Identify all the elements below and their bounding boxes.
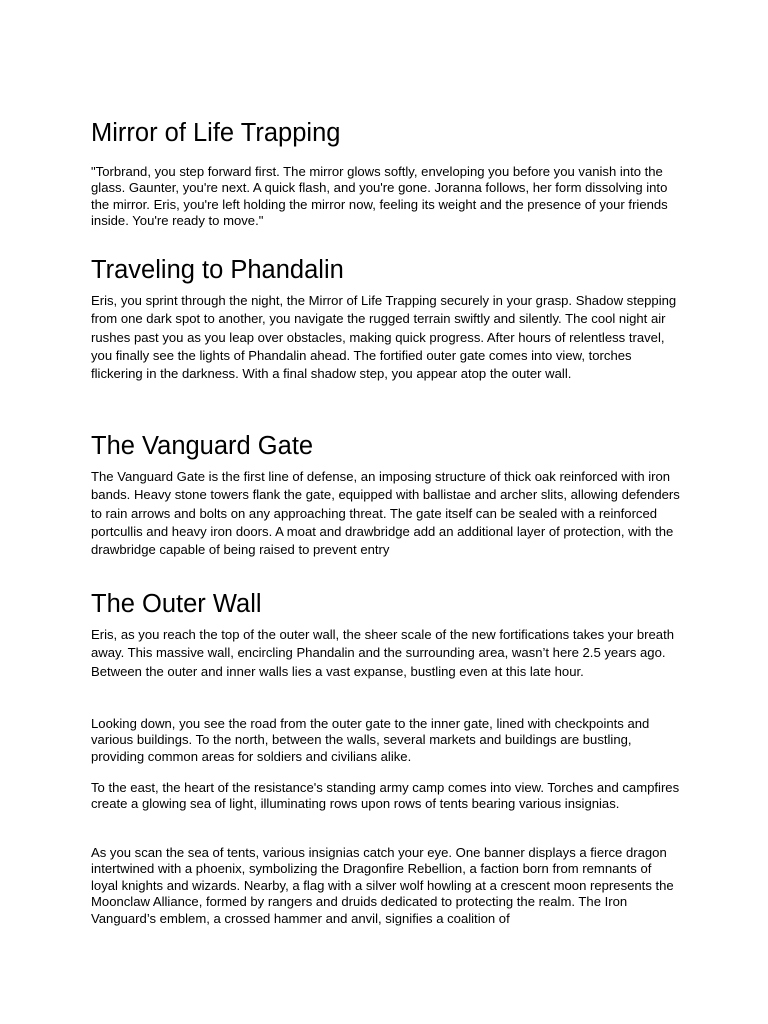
paragraph-traveling: Eris, you sprint through the night, the Mirror of Life Trapping securely in your grasp. Shadow stepping from one dark spot to another, you navigate the rugged terrain swiftly and silently. The cool night air rushes past you as you leap over obstacles, making quick progress. After hours of relentless travel, you finally see the lights of Phandalin ahead. The fortified outer gate comes into view, torches flickering in the darkness. With a final shadow step, you appear atop the outer wall. — [91, 293, 677, 382]
paragraph-outer-wall-3: To the east, the heart of the resistance's standing army camp comes into view. Torches and campfires create a glowing sea of light, illuminating rows upon rows of tents bearing various insignias. — [91, 780, 680, 812]
section-heading-mirror: Mirror of Life Trapping — [91, 119, 341, 147]
paragraph-vanguard-gate: The Vanguard Gate is the first line of defense, an imposing structure of thick oak reinforced with iron bands. Heavy stone towers flank the gate, equipped with ballistae and archer slits, allowing defenders to rain arrows and bolts on any approaching threat. The gate itself can be sealed with a reinforced portcullis and heavy iron doors. A moat and drawbridge add an additional layer of protection, with the drawbridge capable of being raised to prevent entry — [91, 469, 680, 558]
paragraph-outer-wall-2: Looking down, you see the road from the outer gate to the inner gate, lined with checkpoints and various buildings. To the north, between the walls, several markets and buildings are bustling, providing common areas for soldiers and civilians alike. — [91, 716, 650, 764]
section-heading-vanguard-gate: The Vanguard Gate — [91, 432, 314, 460]
section-heading-traveling: Traveling to Phandalin — [91, 256, 344, 284]
paragraph-outer-wall-4: As you scan the sea of tents, various insignias catch your eye. One banner displays a fierce dragon intertwined with a phoenix, symbolizing the Dragonfire Rebellion, a faction born from remnants of loyal knights and wizards. Nearby, a flag with a silver wolf howling at a crescent moon represents the Moonclaw Alliance, formed by rangers and druids dedicated to protecting the realm. The Iron Vanguard’s emblem, a crossed hammer and anvil, signifies a coalition of — [91, 845, 674, 926]
paragraph-outer-wall-1: Eris, as you reach the top of the outer wall, the sheer scale of the new fortifications takes your breath away. This massive wall, encircling Phandalin and the surrounding area, wasn’t here 2.5 years ago. Between the outer and inner walls lies a vast expanse, bustling even at this late hour. — [91, 627, 674, 679]
paragraph-mirror: "Torbrand, you step forward first. The mirror glows softly, enveloping you before you vanish into the glass. Gaunter, you're next. A quick flash, and you're gone. Joranna follows, her form dissolving into the mirror. Eris, you're left holding the mirror now, feeling its weight and the presence of your friends inside. You're ready to move." — [91, 164, 668, 229]
section-heading-outer-wall: The Outer Wall — [91, 590, 262, 618]
